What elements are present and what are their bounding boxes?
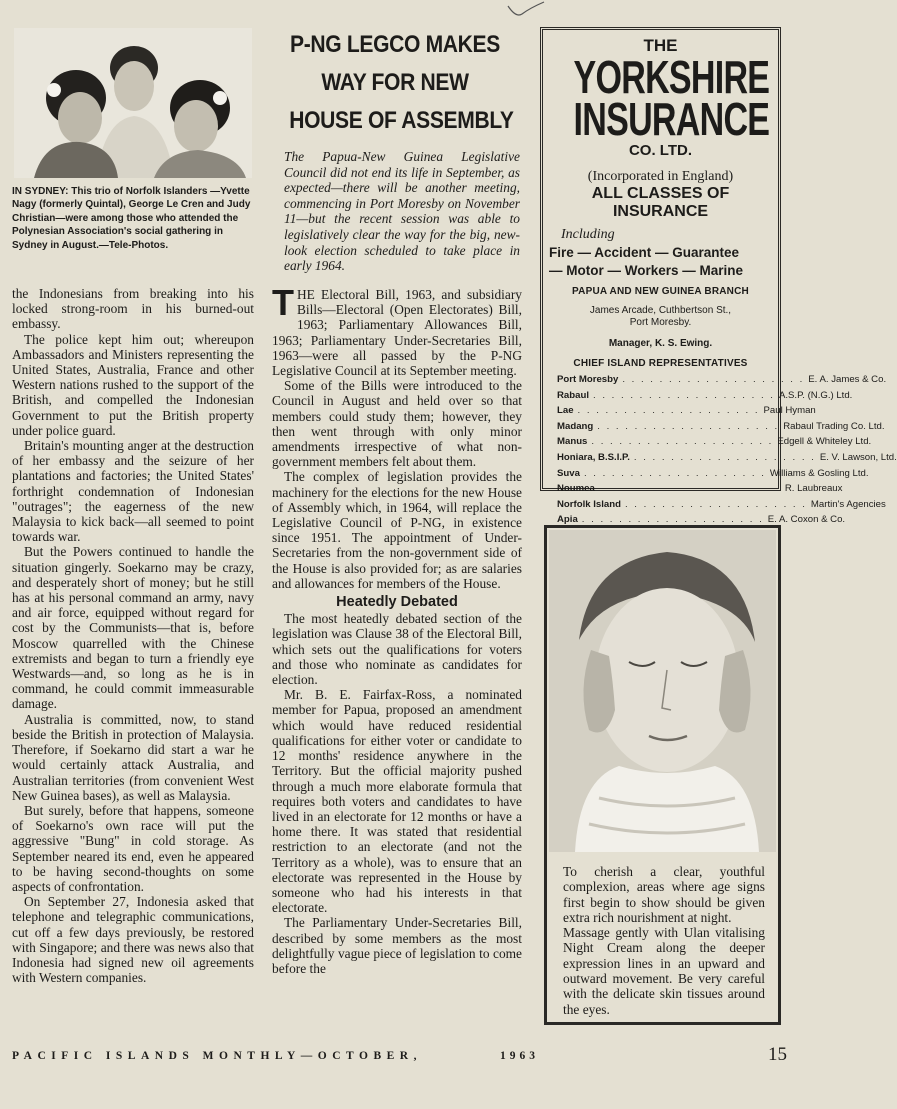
paragraph: But the Powers continued to handle the situation gingerly. Soekarno may be crazy, and desperately short of money; but he still has at his personal command an army, navy and air force, equipped without regard for cost by the Communists—that is, before Moscow quarrelled with the Chinese extremists and began to turn a friendly eye Westwards—and, so long as he is in command, he could commit immeasurable damage.: [12, 544, 254, 712]
drop-cap: T: [272, 282, 294, 323]
rep-agent: Williams & Gosling Ltd.: [769, 467, 869, 479]
rep-agent: R. Laubreaux: [784, 483, 843, 495]
photo-norfolk-islanders: [14, 28, 252, 178]
paragraph: [272, 282, 522, 379]
representative-row: [543, 419, 885, 435]
paragraph: Mr. B. E. Fairfax-Ross, a nominated member for Papua, proposed an amendment which would have reduced residential qualifications for either voter or candidate to 12 months' residence anywhere in the Territory. But the official majority pushed through a much more elaborate formula that requires both voters and candidates to have lived in an electorate for 12 months or have a home there. It was stated that residential restriction to an electorate (and not the Territory as a whole), was to ensure that an electorate was represented in the House by someone who had his interests in that electorate.: [272, 687, 522, 916]
leader-dots: . . . . . . . . . . . . . . . . . . . .: [597, 420, 780, 432]
representative-row: [543, 481, 843, 497]
page-footer: [0, 1044, 801, 1074]
ad-insurance-types: Fire — Accident — Guarantee: [549, 245, 740, 260]
paragraph: Massage gently with Ulan vitalising Night Cream along the deeper expression lines in an upward and outward movement. Be very careful with the delicate skin tissues around the eyes.: [563, 925, 765, 1017]
paragraph: Australia is committed, now, to stand beside the British in protection of Malaysia. Therefore, if Soekarno did start a war he would certainly attack Australia, and Australian territories (from convenient West New Guinea bases), as well as Malaysia.: [12, 711, 254, 803]
article-headline: [289, 26, 514, 140]
paragraph: the Indonesians from breaking into his locked strong-room in his burned-out embassy.: [12, 286, 254, 332]
rep-agent: Martin's Agencies: [810, 498, 886, 510]
rep-place: Port Moresby: [557, 374, 619, 385]
rep-agent: A.S.P. (N.G.) Ltd.: [778, 389, 853, 401]
ad-classes: INSURANCE: [612, 203, 709, 220]
ad-the: THE: [643, 36, 678, 55]
ad-address: James Arcade, Cuthbertson St.,: [589, 305, 732, 316]
ad-company-name: INSURANCE: [573, 93, 770, 145]
first-paragraph-text: HE Electoral Bill, 1963, and subsidiary Bills—Electoral (Open Electorates) Bill, 1963; Parliamentary Allowances Bill, 1963; Parliamentary Under-Secretaries Bill, 1963—were all passed by the P-NG Legislative Council at its September meeting.: [272, 287, 522, 379]
ad-company-name: YORKSHIRE: [573, 51, 770, 103]
left-column-article: [12, 286, 254, 985]
rep-place: Lae: [557, 405, 574, 417]
rep-place: Honiara, B.S.I.P.: [557, 451, 630, 463]
paragraph: Some of the Bills were introduced to the Council in August and held over so that members could study them; however, they then went through with only minor amendments irrespective of what non-government members felt about them.: [272, 378, 522, 470]
rep-agent: E. V. Lawson, Ltd.: [819, 451, 897, 463]
photo-caption: IN SYDNEY: This trio of Norfolk Islanders —Yvette Nagy (formerly Quintal), George Le Cren and Judy Christian—were among those who attended the Polynesian Association's social gathering in Sydney in August.—Tele-Photos.: [12, 186, 251, 251]
article-standfirst: The Papua-New Guinea Legislative Council did not end its life in September, as expected—there will be another meeting, commencing in Port Moresby on November 11—but the recent session was able to legislatively clear the way for the big, new-look election scheduled to take place in early 1964.: [284, 149, 520, 274]
ad-classes: ALL CLASSES OF: [591, 185, 730, 202]
night-cream-advertisement: [544, 525, 781, 1025]
representative-row: [543, 450, 897, 466]
ad-company-suffix: CO. LTD.: [628, 142, 693, 159]
leader-dots: . . . . . . . . . . . . . . . . . . . .: [622, 374, 805, 385]
leader-dots: . . . . . . . . . . . . . . . . . . . .: [577, 405, 760, 417]
rep-agent: Edgell & Whiteley Ltd.: [777, 436, 872, 448]
representative-row: [543, 403, 816, 419]
leader-dots: . . . . . . . . . . . . . . . . . . . .: [583, 467, 766, 479]
leader-dots: . . . . . . . . . . . . . . . . . . . .: [624, 498, 807, 510]
issue-year: 1963: [500, 1050, 539, 1062]
headline-line: P-NG LEGCO MAKES: [290, 31, 500, 58]
leader-dots: . . . . . . . . . . . . . . . . . . . .: [633, 451, 816, 463]
pen-mark: [506, 0, 546, 20]
paragraph: The complex of legislation provides the machinery for the elections for the new House of Assembly which, in 1964, will replace the Legislative Council of P-NG, in existence since 1951. The appointment of Under-Secretaries from the non-government side of the House is also provided for; as are salaries and allowances for members of the House.: [272, 469, 522, 591]
ad-incorporated: (Incorporated in England): [587, 169, 734, 184]
rep-place: Suva: [557, 467, 580, 479]
ad-representatives-title: CHIEF ISLAND REPRESENTATIVES: [573, 358, 748, 369]
representatives-list: [543, 372, 897, 528]
representative-row: [543, 466, 869, 482]
paragraph: Britain's mounting anger at the destruction of her embassy and the seizure of her plantations and factories; the United States' forthright condemnation of Indonesian "outrages"; the eagerness of the new Malaysia to kick back—all seemed to point towards war.: [12, 438, 254, 545]
rep-agent: Paul Hyman: [763, 405, 816, 417]
rep-place: Rabaul: [557, 389, 589, 401]
paragraph: The Parliamentary Under-Secretaries Bill, described by some members as the most delightfully vague piece of legislation to come before the: [272, 915, 522, 976]
ad-manager: Manager, K. S. Ewing.: [608, 338, 713, 349]
ad-address: Port Moresby.: [629, 317, 692, 328]
photo-woman-massaging-face: [549, 530, 776, 852]
paragraph: But surely, before that happens, someone of Soekarno's own race will put the aggressive "Bung" in cold storage. As September neared its end, even he appeared to be having second-thoughts on some aspects of confrontation.: [12, 802, 254, 894]
insurance-advertisement: [540, 27, 897, 526]
paragraph: The police kept him out; whereupon Ambassadors and Ministers representing the United States, Australia, France and other Western nations rushed to the support of the British, and compelled the Indonesian Government to put the British property under police guard.: [12, 331, 254, 438]
representative-row: [543, 434, 872, 450]
rep-agent: E. A. Coxon & Co.: [767, 514, 846, 526]
ad-branch: PAPUA AND NEW GUINEA BRANCH: [572, 286, 749, 297]
rep-place: Noumea: [557, 483, 595, 495]
rep-place: Madang: [557, 420, 594, 432]
leader-dots: . . . . . . . . . . . . . . . . . . . .: [591, 436, 774, 448]
representative-row: [543, 372, 887, 388]
rep-place: Manus: [557, 436, 588, 448]
paragraph: The most heatedly debated section of the legislation was Clause 38 of the Electoral Bill, which sets out the qualifications for voters and those who nominate as candidates for election.: [272, 611, 522, 688]
rep-agent: Rabaul Trading Co. Ltd.: [783, 420, 885, 432]
headline-line: HOUSE OF ASSEMBLY: [289, 107, 514, 134]
night-cream-copy: [563, 864, 765, 1017]
representative-row: [543, 497, 886, 513]
subheading: Heatedly Debated: [336, 594, 458, 611]
leader-dots: . . . . . . . . . . . . . . . . . . . .: [598, 483, 781, 495]
rep-place: Apia: [557, 514, 578, 526]
paragraph: On September 27, Indonesia asked that telephone and telegraphic communications, cut off a few days previously, be restored with Singapore; and there was news also that Indonesia had signed new oil agreements with Western companies.: [12, 894, 254, 986]
page-number: 15: [768, 1044, 787, 1065]
magazine-issue: PACIFIC ISLANDS MONTHLY—OCTOBER,: [12, 1050, 422, 1062]
leader-dots: . . . . . . . . . . . . . . . . . . . .: [593, 389, 775, 401]
leader-dots: . . . . . . . . . . . . . . . . . . . .: [581, 514, 764, 526]
middle-column-article: [272, 282, 522, 976]
rep-agent: E. A. James & Co.: [808, 374, 887, 385]
representative-row: [543, 388, 853, 404]
headline-line: WAY FOR NEW: [321, 69, 469, 96]
ad-insurance-types: — Motor — Workers — Marine: [549, 262, 744, 278]
paragraph: To cherish a clear, youthful complexion, areas where age signs first begin to show should be given extra rich nourishment at night.: [563, 864, 765, 925]
ad-including: Including: [561, 227, 615, 242]
rep-place: Norfolk Island: [557, 498, 621, 510]
